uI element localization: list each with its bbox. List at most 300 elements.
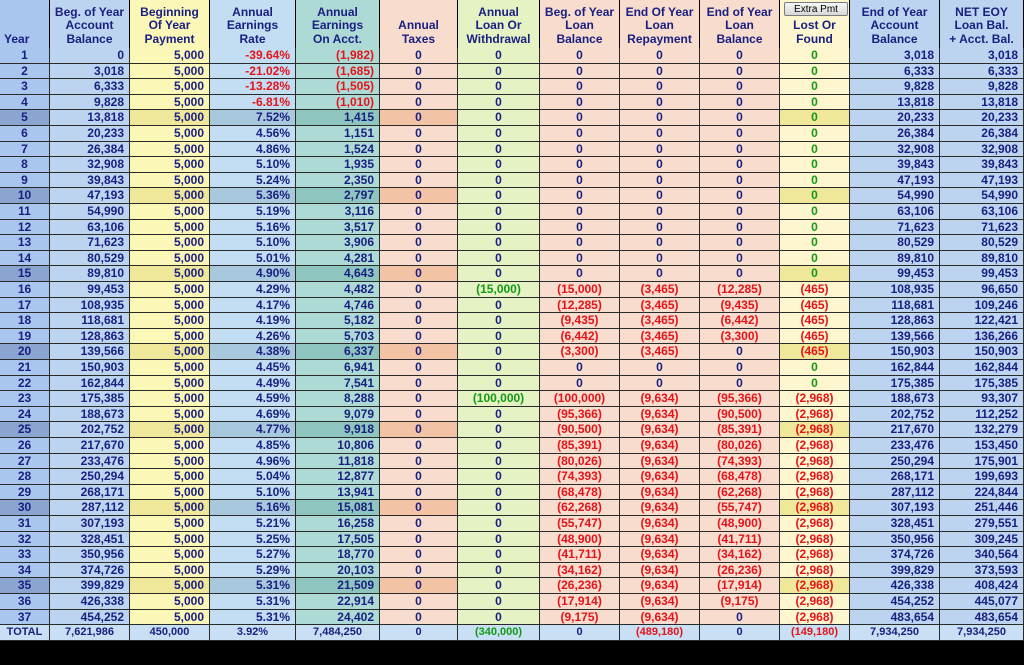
cell-payment[interactable]: 5,000 bbox=[130, 532, 210, 548]
cell-lost-or-found[interactable]: 0 bbox=[780, 204, 850, 220]
cell-earnings-rate[interactable]: 5.16% bbox=[210, 500, 296, 516]
cell-loan-repayment[interactable]: 0 bbox=[620, 142, 700, 158]
cell-eoy-loan-balance[interactable]: (48,900) bbox=[700, 516, 780, 532]
cell-lost-or-found[interactable]: (2,968) bbox=[780, 469, 850, 485]
cell-beg-balance[interactable]: 374,726 bbox=[50, 563, 130, 579]
cell-net-eoy[interactable]: 153,450 bbox=[940, 438, 1024, 454]
cell-loan-balance[interactable]: (74,393) bbox=[540, 469, 620, 485]
cell-net-eoy[interactable]: 109,246 bbox=[940, 298, 1024, 314]
cell-earnings-rate[interactable]: -6.81% bbox=[210, 95, 296, 111]
cell-earnings-rate[interactable]: 5.10% bbox=[210, 485, 296, 501]
cell-taxes[interactable]: 0 bbox=[380, 516, 458, 532]
cell-net-eoy[interactable]: 26,384 bbox=[940, 126, 1024, 142]
cell-loan-withdrawal[interactable]: 0 bbox=[458, 313, 540, 329]
cell-eoy-loan-balance[interactable]: 0 bbox=[700, 376, 780, 392]
cell-payment[interactable]: 5,000 bbox=[130, 610, 210, 626]
cell-lost-or-found[interactable]: 0 bbox=[780, 64, 850, 80]
cell-net-eoy[interactable]: 445,077 bbox=[940, 594, 1024, 610]
cell-taxes[interactable]: 0 bbox=[380, 360, 458, 376]
cell-eoy-account-balance[interactable]: 454,252 bbox=[850, 594, 940, 610]
cell-loan-repayment[interactable]: (9,634) bbox=[620, 469, 700, 485]
cell-loan-repayment[interactable]: (9,634) bbox=[620, 610, 700, 626]
cell-loan-repayment[interactable]: 0 bbox=[620, 64, 700, 80]
cell-eoy-loan-balance[interactable]: (17,914) bbox=[700, 578, 780, 594]
cell-beg-balance[interactable]: 13,818 bbox=[50, 110, 130, 126]
cell-beg-balance[interactable]: 202,752 bbox=[50, 422, 130, 438]
cell-eoy-loan-balance[interactable]: 0 bbox=[700, 95, 780, 111]
cell-eoy-loan-balance[interactable]: (90,500) bbox=[700, 407, 780, 423]
cell-payment[interactable]: 5,000 bbox=[130, 516, 210, 532]
cell-beg-balance[interactable]: 307,193 bbox=[50, 516, 130, 532]
cell-earnings[interactable]: 24,402 bbox=[296, 610, 380, 626]
total-lost-or-found[interactable]: (149,180) bbox=[780, 625, 850, 641]
cell-earnings-rate[interactable]: 4.45% bbox=[210, 360, 296, 376]
cell-eoy-account-balance[interactable]: 20,233 bbox=[850, 110, 940, 126]
cell-lost-or-found[interactable]: 0 bbox=[780, 188, 850, 204]
cell-net-eoy[interactable]: 54,990 bbox=[940, 188, 1024, 204]
cell-beg-balance[interactable]: 268,171 bbox=[50, 485, 130, 501]
cell-net-eoy[interactable]: 224,844 bbox=[940, 485, 1024, 501]
cell-loan-repayment[interactable]: 0 bbox=[620, 110, 700, 126]
cell-loan-balance[interactable]: (6,442) bbox=[540, 329, 620, 345]
cell-net-eoy[interactable]: 150,903 bbox=[940, 344, 1024, 360]
cell-payment[interactable]: 5,000 bbox=[130, 376, 210, 392]
total-beg-balance[interactable]: 7,621,986 bbox=[50, 625, 130, 641]
cell-loan-withdrawal[interactable]: 0 bbox=[458, 266, 540, 282]
cell-loan-repayment[interactable]: 0 bbox=[620, 95, 700, 111]
cell-net-eoy[interactable]: 251,446 bbox=[940, 500, 1024, 516]
cell-lost-or-found[interactable]: 0 bbox=[780, 48, 850, 64]
cell-loan-balance[interactable]: (62,268) bbox=[540, 500, 620, 516]
cell-earnings-rate[interactable]: 5.31% bbox=[210, 578, 296, 594]
cell-taxes[interactable]: 0 bbox=[380, 454, 458, 470]
cell-eoy-loan-balance[interactable]: (9,435) bbox=[700, 298, 780, 314]
cell-year[interactable]: 10 bbox=[0, 188, 50, 204]
cell-loan-balance[interactable]: (26,236) bbox=[540, 578, 620, 594]
cell-eoy-loan-balance[interactable]: (74,393) bbox=[700, 454, 780, 470]
cell-beg-balance[interactable]: 399,829 bbox=[50, 578, 130, 594]
cell-earnings-rate[interactable]: 5.21% bbox=[210, 516, 296, 532]
cell-year[interactable]: 34 bbox=[0, 563, 50, 579]
cell-taxes[interactable]: 0 bbox=[380, 298, 458, 314]
cell-eoy-loan-balance[interactable]: (34,162) bbox=[700, 547, 780, 563]
cell-loan-withdrawal[interactable]: 0 bbox=[458, 532, 540, 548]
cell-lost-or-found[interactable]: 0 bbox=[780, 173, 850, 189]
cell-earnings[interactable]: 1,935 bbox=[296, 157, 380, 173]
total-loan-balance[interactable]: 0 bbox=[540, 625, 620, 641]
cell-payment[interactable]: 5,000 bbox=[130, 454, 210, 470]
total-earnings[interactable]: 7,484,250 bbox=[296, 625, 380, 641]
cell-loan-repayment[interactable]: 0 bbox=[620, 360, 700, 376]
cell-loan-balance[interactable]: 0 bbox=[540, 173, 620, 189]
cell-beg-balance[interactable]: 217,670 bbox=[50, 438, 130, 454]
cell-eoy-loan-balance[interactable]: 0 bbox=[700, 110, 780, 126]
cell-earnings-rate[interactable]: 5.10% bbox=[210, 235, 296, 251]
cell-loan-withdrawal[interactable]: 0 bbox=[458, 157, 540, 173]
cell-earnings-rate[interactable]: -21.02% bbox=[210, 64, 296, 80]
cell-taxes[interactable]: 0 bbox=[380, 220, 458, 236]
cell-loan-balance[interactable]: 0 bbox=[540, 110, 620, 126]
cell-year[interactable]: 33 bbox=[0, 547, 50, 563]
cell-eoy-account-balance[interactable]: 150,903 bbox=[850, 344, 940, 360]
cell-eoy-loan-balance[interactable]: (95,366) bbox=[700, 391, 780, 407]
cell-beg-balance[interactable]: 233,476 bbox=[50, 454, 130, 470]
cell-earnings[interactable]: 2,797 bbox=[296, 188, 380, 204]
cell-eoy-account-balance[interactable]: 71,623 bbox=[850, 220, 940, 236]
cell-loan-repayment[interactable]: 0 bbox=[620, 204, 700, 220]
cell-net-eoy[interactable]: 13,818 bbox=[940, 95, 1024, 111]
cell-year[interactable]: 9 bbox=[0, 173, 50, 189]
cell-earnings[interactable]: (1,982) bbox=[296, 48, 380, 64]
cell-taxes[interactable]: 0 bbox=[380, 594, 458, 610]
cell-net-eoy[interactable]: 279,551 bbox=[940, 516, 1024, 532]
cell-year[interactable]: 12 bbox=[0, 220, 50, 236]
cell-net-eoy[interactable]: 136,266 bbox=[940, 329, 1024, 345]
cell-earnings[interactable]: 21,509 bbox=[296, 578, 380, 594]
cell-year[interactable]: 4 bbox=[0, 95, 50, 111]
cell-lost-or-found[interactable]: (2,968) bbox=[780, 454, 850, 470]
cell-earnings[interactable]: 20,103 bbox=[296, 563, 380, 579]
cell-net-eoy[interactable]: 99,453 bbox=[940, 266, 1024, 282]
cell-year[interactable]: 23 bbox=[0, 391, 50, 407]
cell-eoy-loan-balance[interactable]: 0 bbox=[700, 188, 780, 204]
cell-taxes[interactable]: 0 bbox=[380, 235, 458, 251]
cell-payment[interactable]: 5,000 bbox=[130, 313, 210, 329]
cell-taxes[interactable]: 0 bbox=[380, 578, 458, 594]
cell-year[interactable]: 22 bbox=[0, 376, 50, 392]
cell-loan-balance[interactable]: (90,500) bbox=[540, 422, 620, 438]
cell-earnings[interactable]: (1,010) bbox=[296, 95, 380, 111]
cell-taxes[interactable]: 0 bbox=[380, 469, 458, 485]
cell-year[interactable]: 30 bbox=[0, 500, 50, 516]
cell-loan-withdrawal[interactable]: 0 bbox=[458, 360, 540, 376]
cell-loan-repayment[interactable]: (9,634) bbox=[620, 454, 700, 470]
cell-lost-or-found[interactable]: (2,968) bbox=[780, 578, 850, 594]
cell-lost-or-found[interactable]: (2,968) bbox=[780, 532, 850, 548]
cell-earnings-rate[interactable]: -39.64% bbox=[210, 48, 296, 64]
cell-earnings[interactable]: 15,081 bbox=[296, 500, 380, 516]
cell-earnings[interactable]: 3,517 bbox=[296, 220, 380, 236]
cell-taxes[interactable]: 0 bbox=[380, 266, 458, 282]
cell-net-eoy[interactable]: 373,593 bbox=[940, 563, 1024, 579]
cell-beg-balance[interactable]: 150,903 bbox=[50, 360, 130, 376]
cell-year[interactable]: 32 bbox=[0, 532, 50, 548]
cell-earnings[interactable]: 3,116 bbox=[296, 204, 380, 220]
extra-payment-button[interactable]: Extra Pmt bbox=[784, 2, 848, 16]
cell-earnings[interactable]: 6,941 bbox=[296, 360, 380, 376]
cell-net-eoy[interactable]: 32,908 bbox=[940, 142, 1024, 158]
cell-beg-balance[interactable]: 426,338 bbox=[50, 594, 130, 610]
cell-earnings-rate[interactable]: 5.01% bbox=[210, 251, 296, 267]
cell-earnings[interactable]: 1,524 bbox=[296, 142, 380, 158]
cell-loan-withdrawal[interactable]: 0 bbox=[458, 142, 540, 158]
cell-earnings-rate[interactable]: 4.29% bbox=[210, 282, 296, 298]
cell-loan-repayment[interactable]: (9,634) bbox=[620, 407, 700, 423]
cell-loan-balance[interactable]: (34,162) bbox=[540, 563, 620, 579]
cell-eoy-loan-balance[interactable]: (41,711) bbox=[700, 532, 780, 548]
cell-loan-repayment[interactable]: (9,634) bbox=[620, 594, 700, 610]
cell-beg-balance[interactable]: 39,843 bbox=[50, 173, 130, 189]
cell-loan-balance[interactable]: 0 bbox=[540, 64, 620, 80]
cell-beg-balance[interactable]: 89,810 bbox=[50, 266, 130, 282]
cell-lost-or-found[interactable]: (465) bbox=[780, 344, 850, 360]
cell-net-eoy[interactable]: 162,844 bbox=[940, 360, 1024, 376]
cell-eoy-account-balance[interactable]: 202,752 bbox=[850, 407, 940, 423]
cell-loan-balance[interactable]: (100,000) bbox=[540, 391, 620, 407]
cell-payment[interactable]: 5,000 bbox=[130, 235, 210, 251]
cell-net-eoy[interactable]: 199,693 bbox=[940, 469, 1024, 485]
cell-loan-withdrawal[interactable]: 0 bbox=[458, 173, 540, 189]
cell-loan-balance[interactable]: 0 bbox=[540, 157, 620, 173]
cell-earnings-rate[interactable]: 4.96% bbox=[210, 454, 296, 470]
cell-lost-or-found[interactable]: 0 bbox=[780, 376, 850, 392]
cell-eoy-loan-balance[interactable]: 0 bbox=[700, 64, 780, 80]
cell-loan-repayment[interactable]: 0 bbox=[620, 266, 700, 282]
cell-loan-withdrawal[interactable]: 0 bbox=[458, 126, 540, 142]
cell-earnings-rate[interactable]: 4.26% bbox=[210, 329, 296, 345]
cell-loan-repayment[interactable]: (9,634) bbox=[620, 563, 700, 579]
cell-loan-withdrawal[interactable]: 0 bbox=[458, 407, 540, 423]
cell-earnings[interactable]: 13,941 bbox=[296, 485, 380, 501]
cell-eoy-loan-balance[interactable]: (80,026) bbox=[700, 438, 780, 454]
cell-loan-balance[interactable]: (17,914) bbox=[540, 594, 620, 610]
cell-loan-withdrawal[interactable]: 0 bbox=[458, 298, 540, 314]
cell-earnings-rate[interactable]: 5.10% bbox=[210, 157, 296, 173]
cell-earnings[interactable]: 5,182 bbox=[296, 313, 380, 329]
cell-loan-repayment[interactable]: 0 bbox=[620, 157, 700, 173]
cell-loan-balance[interactable]: 0 bbox=[540, 266, 620, 282]
cell-loan-repayment[interactable]: 0 bbox=[620, 126, 700, 142]
cell-loan-repayment[interactable]: (9,634) bbox=[620, 500, 700, 516]
cell-taxes[interactable]: 0 bbox=[380, 344, 458, 360]
cell-lost-or-found[interactable]: (2,968) bbox=[780, 563, 850, 579]
cell-payment[interactable]: 5,000 bbox=[130, 360, 210, 376]
cell-eoy-account-balance[interactable]: 9,828 bbox=[850, 79, 940, 95]
cell-loan-repayment[interactable]: 0 bbox=[620, 220, 700, 236]
cell-net-eoy[interactable]: 175,901 bbox=[940, 454, 1024, 470]
cell-loan-withdrawal[interactable]: 0 bbox=[458, 64, 540, 80]
cell-eoy-loan-balance[interactable]: 0 bbox=[700, 204, 780, 220]
cell-year[interactable]: 15 bbox=[0, 266, 50, 282]
cell-payment[interactable]: 5,000 bbox=[130, 547, 210, 563]
cell-earnings-rate[interactable]: 4.17% bbox=[210, 298, 296, 314]
cell-eoy-account-balance[interactable]: 39,843 bbox=[850, 157, 940, 173]
cell-beg-balance[interactable]: 6,333 bbox=[50, 79, 130, 95]
cell-payment[interactable]: 5,000 bbox=[130, 220, 210, 236]
cell-eoy-account-balance[interactable]: 188,673 bbox=[850, 391, 940, 407]
cell-taxes[interactable]: 0 bbox=[380, 329, 458, 345]
cell-net-eoy[interactable]: 96,650 bbox=[940, 282, 1024, 298]
cell-payment[interactable]: 5,000 bbox=[130, 485, 210, 501]
cell-eoy-loan-balance[interactable]: 0 bbox=[700, 235, 780, 251]
cell-earnings-rate[interactable]: 5.29% bbox=[210, 563, 296, 579]
cell-lost-or-found[interactable]: 0 bbox=[780, 110, 850, 126]
cell-lost-or-found[interactable]: 0 bbox=[780, 235, 850, 251]
cell-loan-repayment[interactable]: 0 bbox=[620, 251, 700, 267]
cell-net-eoy[interactable]: 20,233 bbox=[940, 110, 1024, 126]
cell-earnings[interactable]: 4,643 bbox=[296, 266, 380, 282]
cell-taxes[interactable]: 0 bbox=[380, 142, 458, 158]
cell-payment[interactable]: 5,000 bbox=[130, 188, 210, 204]
cell-taxes[interactable]: 0 bbox=[380, 79, 458, 95]
cell-payment[interactable]: 5,000 bbox=[130, 64, 210, 80]
cell-eoy-account-balance[interactable]: 63,106 bbox=[850, 204, 940, 220]
cell-net-eoy[interactable]: 340,564 bbox=[940, 547, 1024, 563]
cell-earnings[interactable]: 17,505 bbox=[296, 532, 380, 548]
cell-payment[interactable]: 5,000 bbox=[130, 422, 210, 438]
cell-lost-or-found[interactable]: (2,968) bbox=[780, 391, 850, 407]
cell-loan-balance[interactable]: 0 bbox=[540, 188, 620, 204]
cell-net-eoy[interactable]: 9,828 bbox=[940, 79, 1024, 95]
cell-taxes[interactable]: 0 bbox=[380, 282, 458, 298]
cell-eoy-account-balance[interactable]: 287,112 bbox=[850, 485, 940, 501]
cell-year[interactable]: 20 bbox=[0, 344, 50, 360]
cell-payment[interactable]: 5,000 bbox=[130, 251, 210, 267]
cell-loan-balance[interactable]: 0 bbox=[540, 204, 620, 220]
cell-loan-repayment[interactable]: (9,634) bbox=[620, 532, 700, 548]
cell-loan-withdrawal[interactable]: 0 bbox=[458, 79, 540, 95]
cell-payment[interactable]: 5,000 bbox=[130, 48, 210, 64]
cell-net-eoy[interactable]: 3,018 bbox=[940, 48, 1024, 64]
cell-lost-or-found[interactable]: 0 bbox=[780, 251, 850, 267]
cell-net-eoy[interactable]: 483,654 bbox=[940, 610, 1024, 626]
cell-payment[interactable]: 5,000 bbox=[130, 204, 210, 220]
cell-eoy-loan-balance[interactable]: 0 bbox=[700, 126, 780, 142]
cell-year[interactable]: 29 bbox=[0, 485, 50, 501]
cell-eoy-loan-balance[interactable]: 0 bbox=[700, 79, 780, 95]
cell-taxes[interactable]: 0 bbox=[380, 532, 458, 548]
cell-payment[interactable]: 5,000 bbox=[130, 110, 210, 126]
cell-eoy-loan-balance[interactable]: 0 bbox=[700, 266, 780, 282]
cell-year[interactable]: 21 bbox=[0, 360, 50, 376]
cell-eoy-account-balance[interactable]: 3,018 bbox=[850, 48, 940, 64]
cell-loan-balance[interactable]: 0 bbox=[540, 220, 620, 236]
cell-taxes[interactable]: 0 bbox=[380, 485, 458, 501]
cell-earnings[interactable]: 4,746 bbox=[296, 298, 380, 314]
cell-net-eoy[interactable]: 47,193 bbox=[940, 173, 1024, 189]
cell-eoy-account-balance[interactable]: 250,294 bbox=[850, 454, 940, 470]
cell-loan-withdrawal[interactable]: 0 bbox=[458, 485, 540, 501]
cell-loan-withdrawal[interactable]: 0 bbox=[458, 578, 540, 594]
cell-loan-balance[interactable]: 0 bbox=[540, 95, 620, 111]
cell-loan-balance[interactable]: 0 bbox=[540, 79, 620, 95]
cell-eoy-account-balance[interactable]: 162,844 bbox=[850, 360, 940, 376]
cell-loan-withdrawal[interactable]: 0 bbox=[458, 516, 540, 532]
total-earnings-rate[interactable]: 3.92% bbox=[210, 625, 296, 641]
cell-taxes[interactable]: 0 bbox=[380, 547, 458, 563]
cell-year[interactable]: 18 bbox=[0, 313, 50, 329]
cell-payment[interactable]: 5,000 bbox=[130, 407, 210, 423]
total-loan-repayment[interactable]: (489,180) bbox=[620, 625, 700, 641]
cell-net-eoy[interactable]: 132,279 bbox=[940, 422, 1024, 438]
cell-beg-balance[interactable]: 250,294 bbox=[50, 469, 130, 485]
total-year[interactable]: TOTAL bbox=[0, 625, 50, 641]
cell-beg-balance[interactable]: 108,935 bbox=[50, 298, 130, 314]
cell-net-eoy[interactable]: 89,810 bbox=[940, 251, 1024, 267]
cell-eoy-loan-balance[interactable]: (9,175) bbox=[700, 594, 780, 610]
cell-year[interactable]: 8 bbox=[0, 157, 50, 173]
cell-eoy-account-balance[interactable]: 128,863 bbox=[850, 313, 940, 329]
cell-loan-withdrawal[interactable]: 0 bbox=[458, 220, 540, 236]
cell-year[interactable]: 2 bbox=[0, 64, 50, 80]
cell-eoy-account-balance[interactable]: 6,333 bbox=[850, 64, 940, 80]
cell-loan-balance[interactable]: (15,000) bbox=[540, 282, 620, 298]
cell-earnings[interactable]: 9,079 bbox=[296, 407, 380, 423]
cell-earnings[interactable]: 1,151 bbox=[296, 126, 380, 142]
cell-year[interactable]: 6 bbox=[0, 126, 50, 142]
cell-eoy-loan-balance[interactable]: 0 bbox=[700, 157, 780, 173]
cell-year[interactable]: 37 bbox=[0, 610, 50, 626]
cell-eoy-loan-balance[interactable]: (26,236) bbox=[700, 563, 780, 579]
cell-lost-or-found[interactable]: (2,968) bbox=[780, 422, 850, 438]
cell-eoy-account-balance[interactable]: 307,193 bbox=[850, 500, 940, 516]
cell-earnings-rate[interactable]: 7.52% bbox=[210, 110, 296, 126]
cell-payment[interactable]: 5,000 bbox=[130, 391, 210, 407]
cell-loan-repayment[interactable]: (9,634) bbox=[620, 485, 700, 501]
cell-loan-balance[interactable]: (95,366) bbox=[540, 407, 620, 423]
cell-eoy-loan-balance[interactable]: 0 bbox=[700, 48, 780, 64]
cell-beg-balance[interactable]: 47,193 bbox=[50, 188, 130, 204]
cell-year[interactable]: 5 bbox=[0, 110, 50, 126]
cell-lost-or-found[interactable]: (2,968) bbox=[780, 485, 850, 501]
cell-loan-withdrawal[interactable]: (15,000) bbox=[458, 282, 540, 298]
cell-taxes[interactable]: 0 bbox=[380, 422, 458, 438]
cell-earnings-rate[interactable]: 4.19% bbox=[210, 313, 296, 329]
cell-taxes[interactable]: 0 bbox=[380, 204, 458, 220]
cell-year[interactable]: 25 bbox=[0, 422, 50, 438]
cell-eoy-account-balance[interactable]: 80,529 bbox=[850, 235, 940, 251]
cell-eoy-loan-balance[interactable]: (68,478) bbox=[700, 469, 780, 485]
cell-earnings-rate[interactable]: 4.69% bbox=[210, 407, 296, 423]
cell-loan-repayment[interactable]: 0 bbox=[620, 376, 700, 392]
cell-loan-withdrawal[interactable]: 0 bbox=[458, 329, 540, 345]
cell-payment[interactable]: 5,000 bbox=[130, 173, 210, 189]
cell-beg-balance[interactable]: 118,681 bbox=[50, 313, 130, 329]
cell-lost-or-found[interactable]: 0 bbox=[780, 142, 850, 158]
cell-earnings[interactable]: (1,505) bbox=[296, 79, 380, 95]
total-net-eoy[interactable]: 7,934,250 bbox=[940, 625, 1024, 641]
cell-loan-repayment[interactable]: 0 bbox=[620, 79, 700, 95]
cell-eoy-account-balance[interactable]: 350,956 bbox=[850, 532, 940, 548]
cell-payment[interactable]: 5,000 bbox=[130, 594, 210, 610]
total-eoy-loan-balance[interactable]: 0 bbox=[700, 625, 780, 641]
cell-eoy-account-balance[interactable]: 233,476 bbox=[850, 438, 940, 454]
cell-eoy-loan-balance[interactable]: (55,747) bbox=[700, 500, 780, 516]
cell-payment[interactable]: 5,000 bbox=[130, 79, 210, 95]
cell-beg-balance[interactable]: 328,451 bbox=[50, 532, 130, 548]
cell-loan-balance[interactable]: 0 bbox=[540, 251, 620, 267]
total-payment[interactable]: 450,000 bbox=[130, 625, 210, 641]
cell-payment[interactable]: 5,000 bbox=[130, 298, 210, 314]
cell-taxes[interactable]: 0 bbox=[380, 110, 458, 126]
cell-earnings[interactable]: 7,541 bbox=[296, 376, 380, 392]
cell-eoy-loan-balance[interactable]: 0 bbox=[700, 360, 780, 376]
cell-year[interactable]: 7 bbox=[0, 142, 50, 158]
cell-eoy-account-balance[interactable]: 399,829 bbox=[850, 563, 940, 579]
cell-net-eoy[interactable]: 39,843 bbox=[940, 157, 1024, 173]
cell-net-eoy[interactable]: 408,424 bbox=[940, 578, 1024, 594]
cell-eoy-account-balance[interactable]: 483,654 bbox=[850, 610, 940, 626]
cell-beg-balance[interactable]: 162,844 bbox=[50, 376, 130, 392]
cell-net-eoy[interactable]: 80,529 bbox=[940, 235, 1024, 251]
cell-taxes[interactable]: 0 bbox=[380, 563, 458, 579]
cell-earnings-rate[interactable]: 4.59% bbox=[210, 391, 296, 407]
cell-eoy-account-balance[interactable]: 99,453 bbox=[850, 266, 940, 282]
cell-loan-balance[interactable]: (41,711) bbox=[540, 547, 620, 563]
cell-taxes[interactable]: 0 bbox=[380, 126, 458, 142]
cell-taxes[interactable]: 0 bbox=[380, 610, 458, 626]
cell-taxes[interactable]: 0 bbox=[380, 188, 458, 204]
